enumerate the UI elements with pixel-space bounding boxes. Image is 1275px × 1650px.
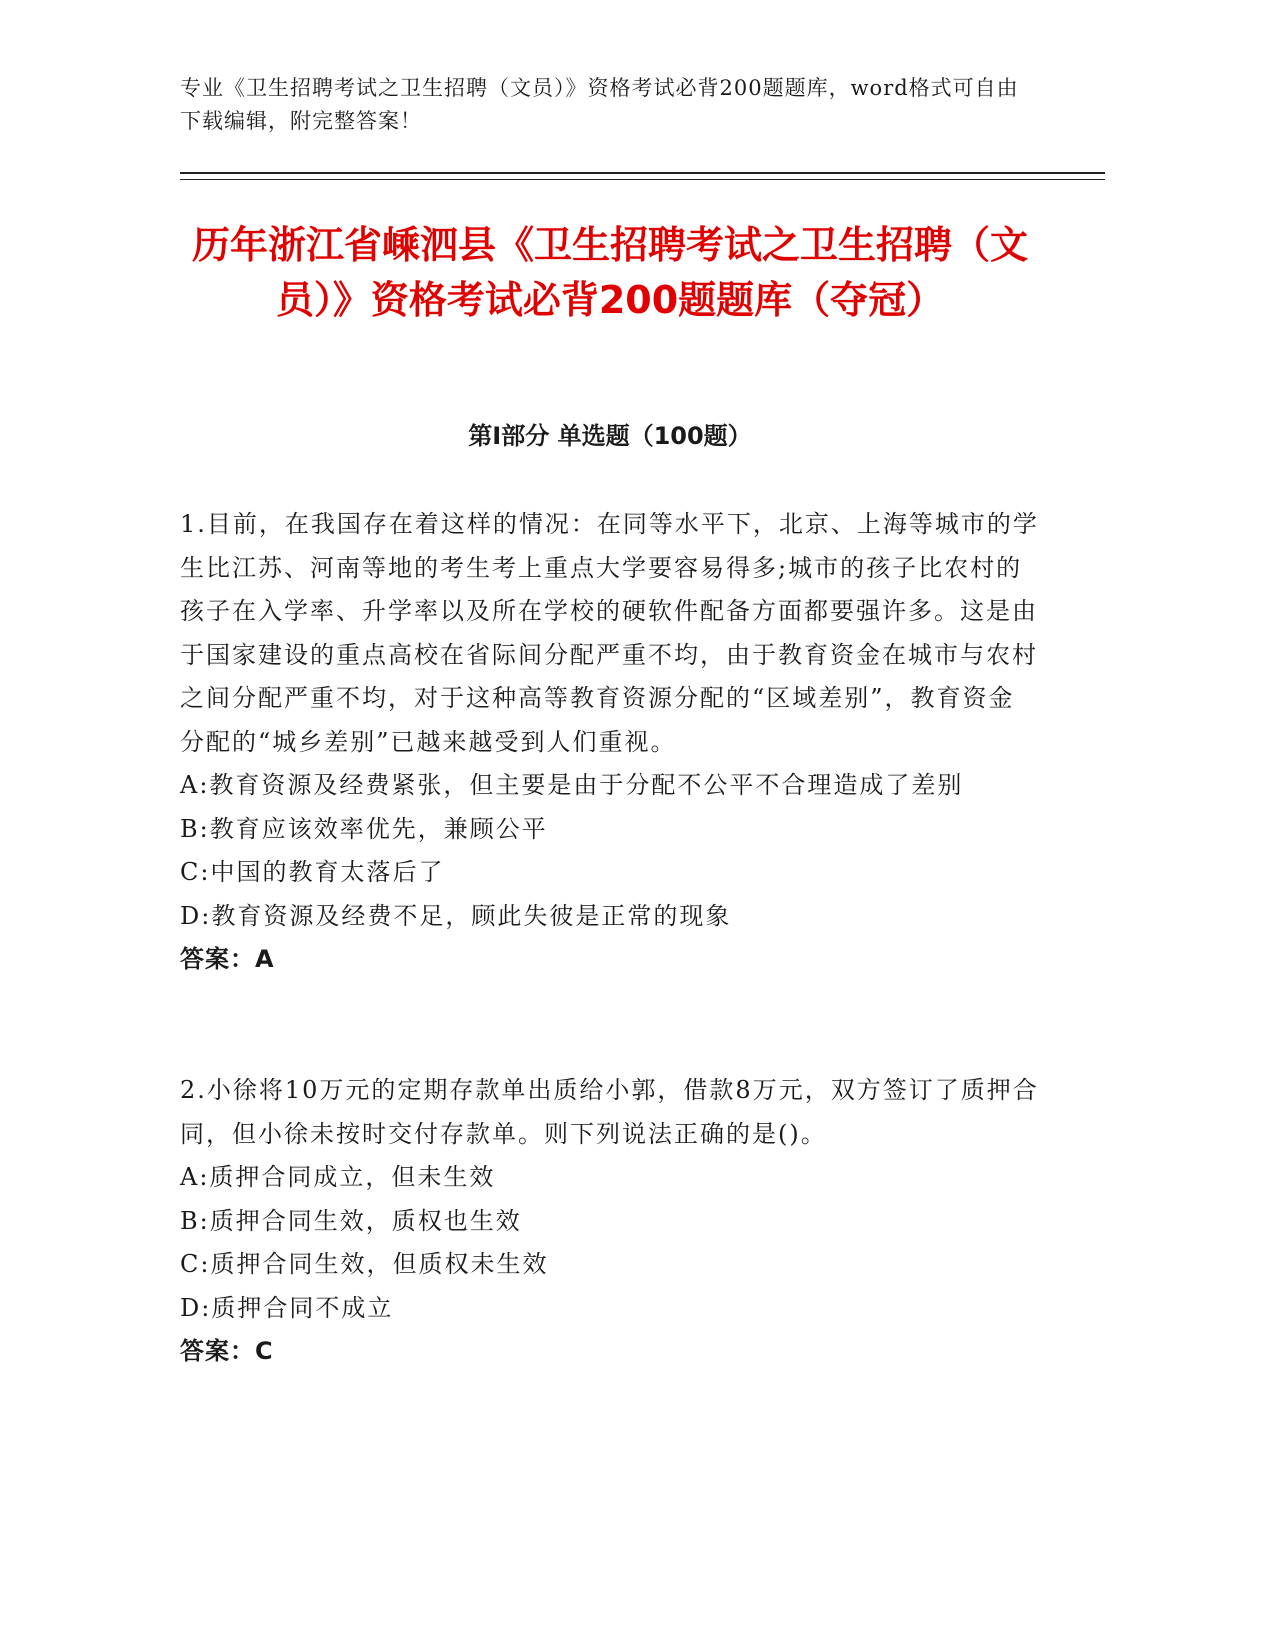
header-note: 专业《卫生招聘考试之卫生招聘（文员）》资格考试必背200题题库，word格式可自由下载编辑，附完整答案！ <box>180 76 1019 133</box>
question-stem: 1.目前，在我国存在着这样的情况：在同等水平下，北京、上海等城市的学生比江苏、河南等地的考生考上重点大学要容易得多;城市的孩子比农村的孩子在入学率、升学率以及所在学校的硬软件配备方面都要强许多。这是由于国家建设的重点高校在省际间分配严重不均，由于教育资金在城市与农村之间分配严重不均，对于这种高等教育资源分配的“区域差别”，教育资金分配的“城乡差别”已越来越受到人们重视。 <box>180 510 1039 756</box>
option-a: A:教育资源及经费紧张，但主要是由于分配不公平不合理造成了差别 <box>180 771 964 799</box>
option-b: B:质押合同生效，质权也生效 <box>180 1206 522 1235</box>
option-d: D:质押合同不成立 <box>180 1293 394 1322</box>
question-stem: 2.小徐将10万元的定期存款单出质给小郭，借款8万元，双方签订了质押合同，但小徐未按时交付存款单。则下列说法正确的是()。 <box>180 1076 1039 1148</box>
header-divider-thin <box>180 179 1105 180</box>
answer: 答案：C <box>180 1337 274 1365</box>
option-a: A:质押合同成立，但未生效 <box>180 1163 496 1191</box>
document-title: 历年浙江省嵊泗县《卫生招聘考试之卫生招聘（文员）》资格考试必背200题题库（夺冠） <box>191 223 1028 322</box>
question-1 <box>180 503 1040 982</box>
header-divider-thick <box>180 172 1105 174</box>
option-b: B:教育应该效率优先，兼顾公平 <box>180 814 548 843</box>
answer: 答案：A <box>180 945 275 973</box>
option-c: C:中国的教育太落后了 <box>180 858 445 886</box>
section-heading: 第Ⅰ部分 单选题（100题） <box>468 422 752 450</box>
option-c: C:质押合同生效，但质权未生效 <box>180 1250 549 1278</box>
question-2 <box>180 1069 1040 1374</box>
option-d: D:教育资源及经费不足，顾此失彼是正常的现象 <box>180 901 732 930</box>
